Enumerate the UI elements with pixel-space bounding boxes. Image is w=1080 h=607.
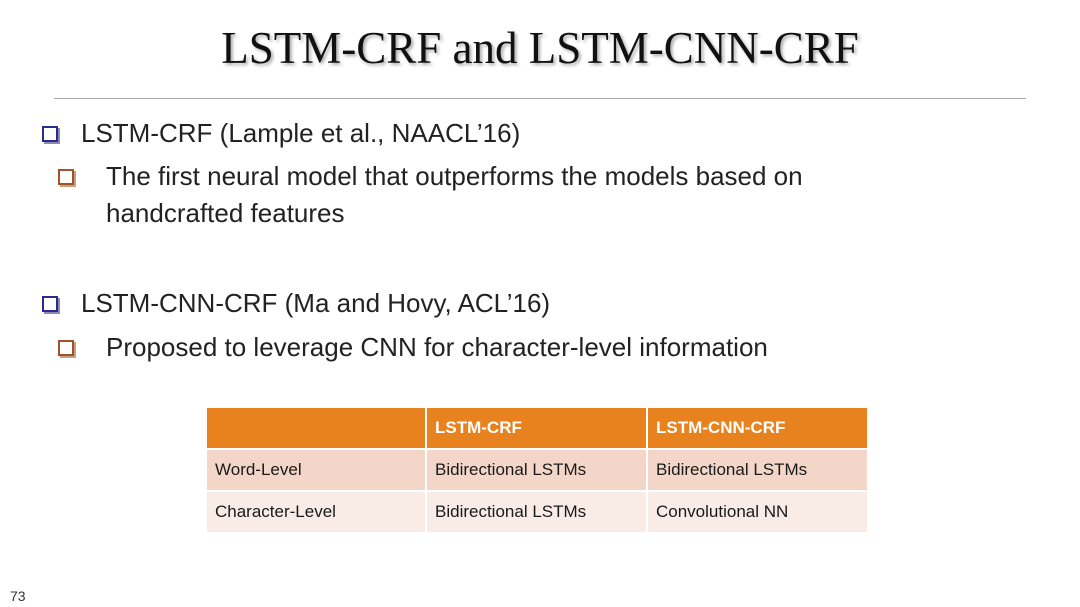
table-header-row: [207, 408, 868, 449]
square-bullet-icon: [58, 340, 74, 356]
page-number: 73: [10, 588, 26, 604]
slide-title: LSTM-CRF and LSTM-CNN-CRF: [221, 23, 859, 73]
table-header-cell: LSTM-CNN-CRF: [647, 408, 868, 449]
sub-bullet-text-line2: handcrafted features: [106, 198, 345, 228]
table-cell: Bidirectional LSTMs: [426, 449, 647, 491]
square-bullet-icon: [42, 296, 58, 312]
table-cell: Convolutional NN: [647, 491, 868, 533]
sub-bullet-text-line1: The first neural model that outperforms the models based on: [106, 161, 803, 191]
table-cell: Character-Level: [207, 491, 426, 533]
square-bullet-icon: [42, 126, 58, 142]
square-bullet-icon: [58, 169, 74, 185]
bullet-text: LSTM-CNN-CRF (Ma and Hovy, ACL’16): [81, 288, 551, 318]
table-header-cell: [207, 408, 426, 449]
sub-bullet-text: Proposed to leverage CNN for character-level information: [106, 332, 768, 362]
table-cell: Bidirectional LSTMs: [647, 449, 868, 491]
title-divider: [54, 98, 1026, 99]
bullet-text: LSTM-CRF (Lample et al., NAACL’16): [81, 118, 521, 148]
table-cell: Bidirectional LSTMs: [426, 491, 647, 533]
comparison-table: [207, 408, 869, 534]
table-header-cell: LSTM-CRF: [426, 408, 647, 449]
table-row: [207, 449, 868, 491]
table-cell: Word-Level: [207, 449, 426, 491]
table-row: [207, 491, 868, 533]
